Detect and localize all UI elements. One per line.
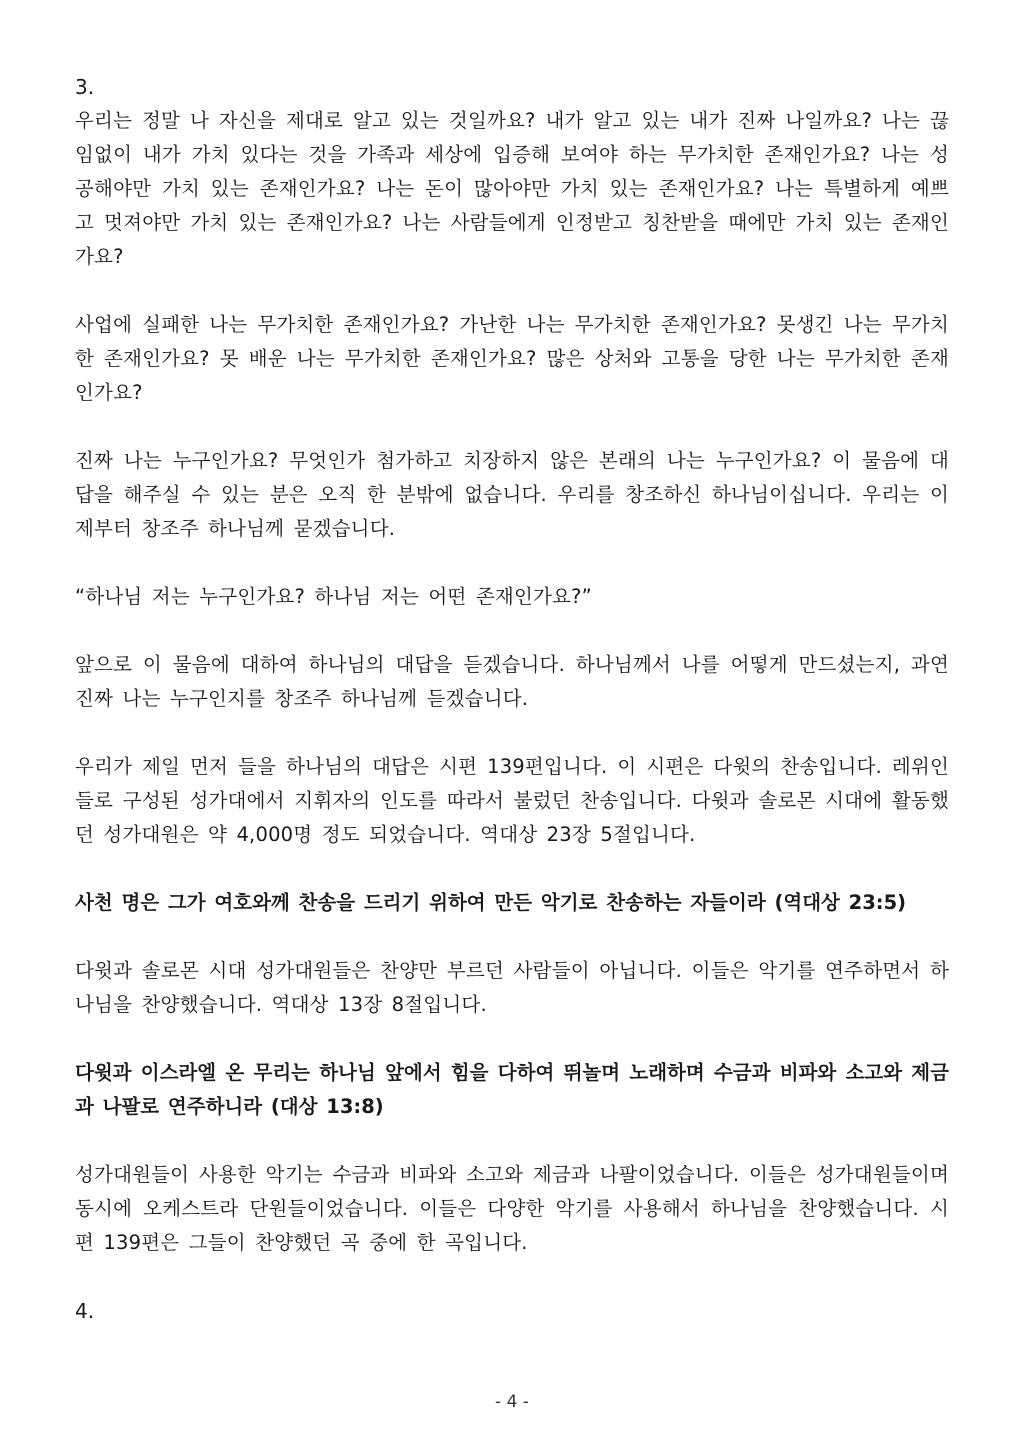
section-number-3: 3.	[75, 75, 95, 99]
paragraph-spacer	[75, 716, 949, 750]
paragraph-orchestra: 성가대원들이 사용한 악기는 수금과 비파와 소고와 제금과 나팔이었습니다. 이들은 성가대원들이며 동시에 오케스트라 단원들이었습니다. 이들은 다양한 악기를 사용해서 하나님을 찬양했습니다. 시편 139편은 그들이 찬양했던 곡 중에 한 곡입니다.	[75, 1163, 949, 1254]
paragraph-choir-instruments: 다윗과 솔로몬 시대 성가대원들은 찬양만 부르던 사람들이 아닙니다. 이들은 악기를 연주하면서 하나님을 찬양했습니다. 역대상 13장 8절입니다.	[75, 959, 949, 1016]
paragraph-spacer	[75, 1260, 949, 1294]
paragraph-spacer	[75, 1124, 949, 1158]
paragraph-prayer-quote: “하나님 저는 누구인가요? 하나님 저는 어떤 존재인가요?”	[75, 585, 592, 608]
paragraph-listen-answer: 앞으로 이 물음에 대하여 하나님의 대답을 듣겠습니다. 하나님께서 나를 어떻게 만드셨는지, 과연 진짜 나는 누구인지를 창조주 하나님께 듣겠습니다.	[75, 653, 949, 710]
paragraph-spacer	[75, 274, 949, 308]
document-body	[75, 70, 949, 1328]
paragraph-self-worth-questions: 우리는 정말 나 자신을 제대로 알고 있는 것일까요? 내가 알고 있는 내가 진짜 나일까요? 나는 끊임없이 내가 가치 있다는 것을 가족과 세상에 입증해 보여야 하는 무가치한 존재인가요? 나는 성공해야만 가치 있는 존재인가요? 나는 돈이 많아야만 가치 있는 존재인가요? 나는 특별하게 예쁘고 멋져야만 가치 있는 존재인가요? 나는 사람들에게 인정받고 칭찬받을 때에만 가치 있는 존재인가요?	[75, 109, 949, 268]
paragraph-who-am-i: 진짜 나는 누구인가요? 무엇인가 첨가하고 치장하지 않은 본래의 나는 누구인가요? 이 물음에 대답을 해주실 수 있는 분은 오직 한 분밖에 없습니다. 우리를 창조하신 하나님이십니다. 우리는 이제부터 창조주 하나님께 묻겠습니다.	[75, 449, 949, 540]
scripture-quote-1chronicles-23-5: 사천 명은 그가 여호와께 찬송을 드리기 위하여 만든 악기로 찬송하는 자들이라 (역대상 23:5)	[75, 891, 907, 914]
section-number-4: 4.	[75, 1299, 95, 1323]
paragraph-psalm-139-intro: 우리가 제일 먼저 들을 하나님의 대답은 시편 139편입니다. 이 시편은 다윗의 찬송입니다. 레위인들로 구성된 성가대에서 지휘자의 인도를 따라서 불렀던 찬송입니다. 다윗과 솔로몬 시대에 활동했던 성가대원은 약 4,000명 정도 되었습니다. 역대상 23장 5절입니다.	[75, 755, 949, 846]
paragraph-spacer	[75, 546, 949, 580]
paragraph-spacer	[75, 614, 949, 648]
scripture-quote-1chronicles-13-8: 다윗과 이스라엘 온 무리는 하나님 앞에서 힘을 다하여 뛰놀며 노래하며 수금과 비파와 소고와 제금과 나팔로 연주하니라 (대상 13:8)	[75, 1061, 949, 1118]
paragraph-worthless-questions: 사업에 실패한 나는 무가치한 존재인가요? 가난한 나는 무가치한 존재인가요? 못생긴 나는 무가치한 존재인가요? 못 배운 나는 무가치한 존재인가요? 많은 상처와 고통을 당한 나는 무가치한 존재인가요?	[75, 313, 949, 404]
page-number: - 4 -	[495, 1392, 529, 1412]
paragraph-spacer	[75, 1022, 949, 1056]
paragraph-spacer	[75, 920, 949, 954]
paragraph-spacer	[75, 852, 949, 886]
paragraph-spacer	[75, 410, 949, 444]
